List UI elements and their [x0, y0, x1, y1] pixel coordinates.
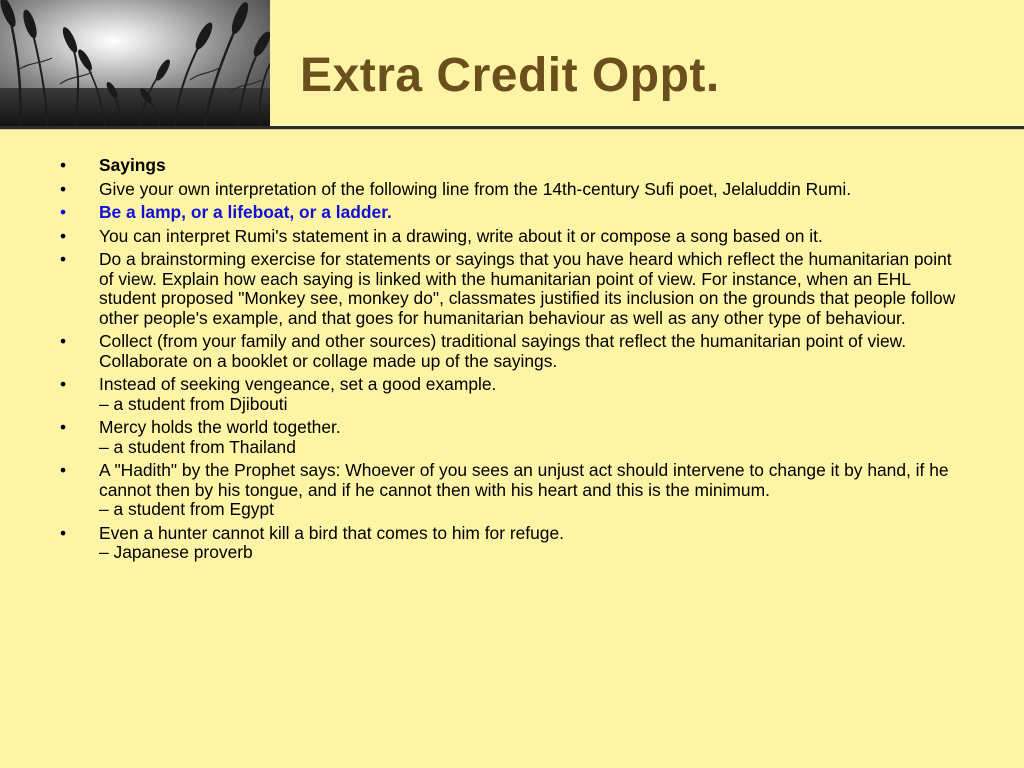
bullet-marker: •: [60, 225, 67, 246]
slide-title: Extra Credit Oppt.: [300, 49, 720, 102]
list-item: [58, 375, 963, 414]
list-item: [58, 418, 963, 457]
attribution: – a student from Thailand: [99, 436, 296, 457]
list-item-text: Collect (from your family and other sources) traditional sayings that reflect the humanitarian point of view. Collaborate on a booklet or collage made up of the sayings.: [99, 331, 907, 371]
attribution: – a student from Djibouti: [99, 393, 288, 414]
list-item: [58, 461, 963, 520]
list-item: [58, 203, 963, 223]
list-item-text: Even a hunter cannot kill a bird that comes to him for refuge.: [99, 522, 564, 543]
list-item-text: Mercy holds the world together.: [99, 417, 341, 437]
bullet-marker: •: [60, 202, 67, 222]
wheat-field-photo: [0, 0, 270, 128]
attribution: – Japanese proverb: [99, 542, 253, 562]
bullet-marker: •: [60, 331, 67, 351]
list-item: [58, 156, 963, 176]
list-item: [58, 180, 963, 200]
list-item: [58, 332, 963, 371]
bullet-marker: •: [60, 417, 67, 437]
title-divider-shadow: [0, 129, 1024, 130]
list-item: [58, 250, 963, 328]
bullet-marker: •: [60, 155, 67, 175]
list-item-text: You can interpret Rumi's statement in a drawing, write about it or compose a song based on it.: [99, 225, 823, 246]
bullet-marker: •: [60, 522, 67, 543]
list-item-text: Sayings: [99, 155, 166, 175]
list-item-text: Give your own interpretation of the following line from the 14th-century Sufi poet, Jelaluddin Rumi.: [99, 178, 852, 199]
attribution: – a student from Egypt: [99, 499, 274, 519]
wheat-field-image: [0, 0, 270, 128]
bullet-list: [58, 156, 963, 567]
list-item: [58, 227, 963, 247]
bullet-marker: •: [60, 374, 67, 394]
bullet-marker: •: [60, 460, 67, 480]
list-item-text: Be a lamp, or a lifeboat, or a ladder.: [99, 202, 392, 222]
list-item-text: Instead of seeking vengeance, set a good example.: [99, 374, 497, 394]
list-item: [58, 524, 963, 563]
list-item-text: Do a brainstorming exercise for statements or sayings that you have heard which reflect the humanitarian point of view. Explain how each saying is linked with the humanitarian point of view. For instance, when an EHL student proposed "Monkey see, monkey do", classmates justified its inclusion on the grounds that people follow other people's example, and that goes for humanitarian behaviour as well as any other type of behaviour.: [99, 249, 956, 328]
bullet-marker: •: [60, 178, 67, 199]
list-item-text: A "Hadith" by the Prophet says: Whoever of you sees an unjust act should intervene to change it by hand, if he cannot then by his tongue, and if he cannot then with his heart and this is the minimum.: [99, 460, 949, 500]
bullet-marker: •: [60, 249, 67, 269]
